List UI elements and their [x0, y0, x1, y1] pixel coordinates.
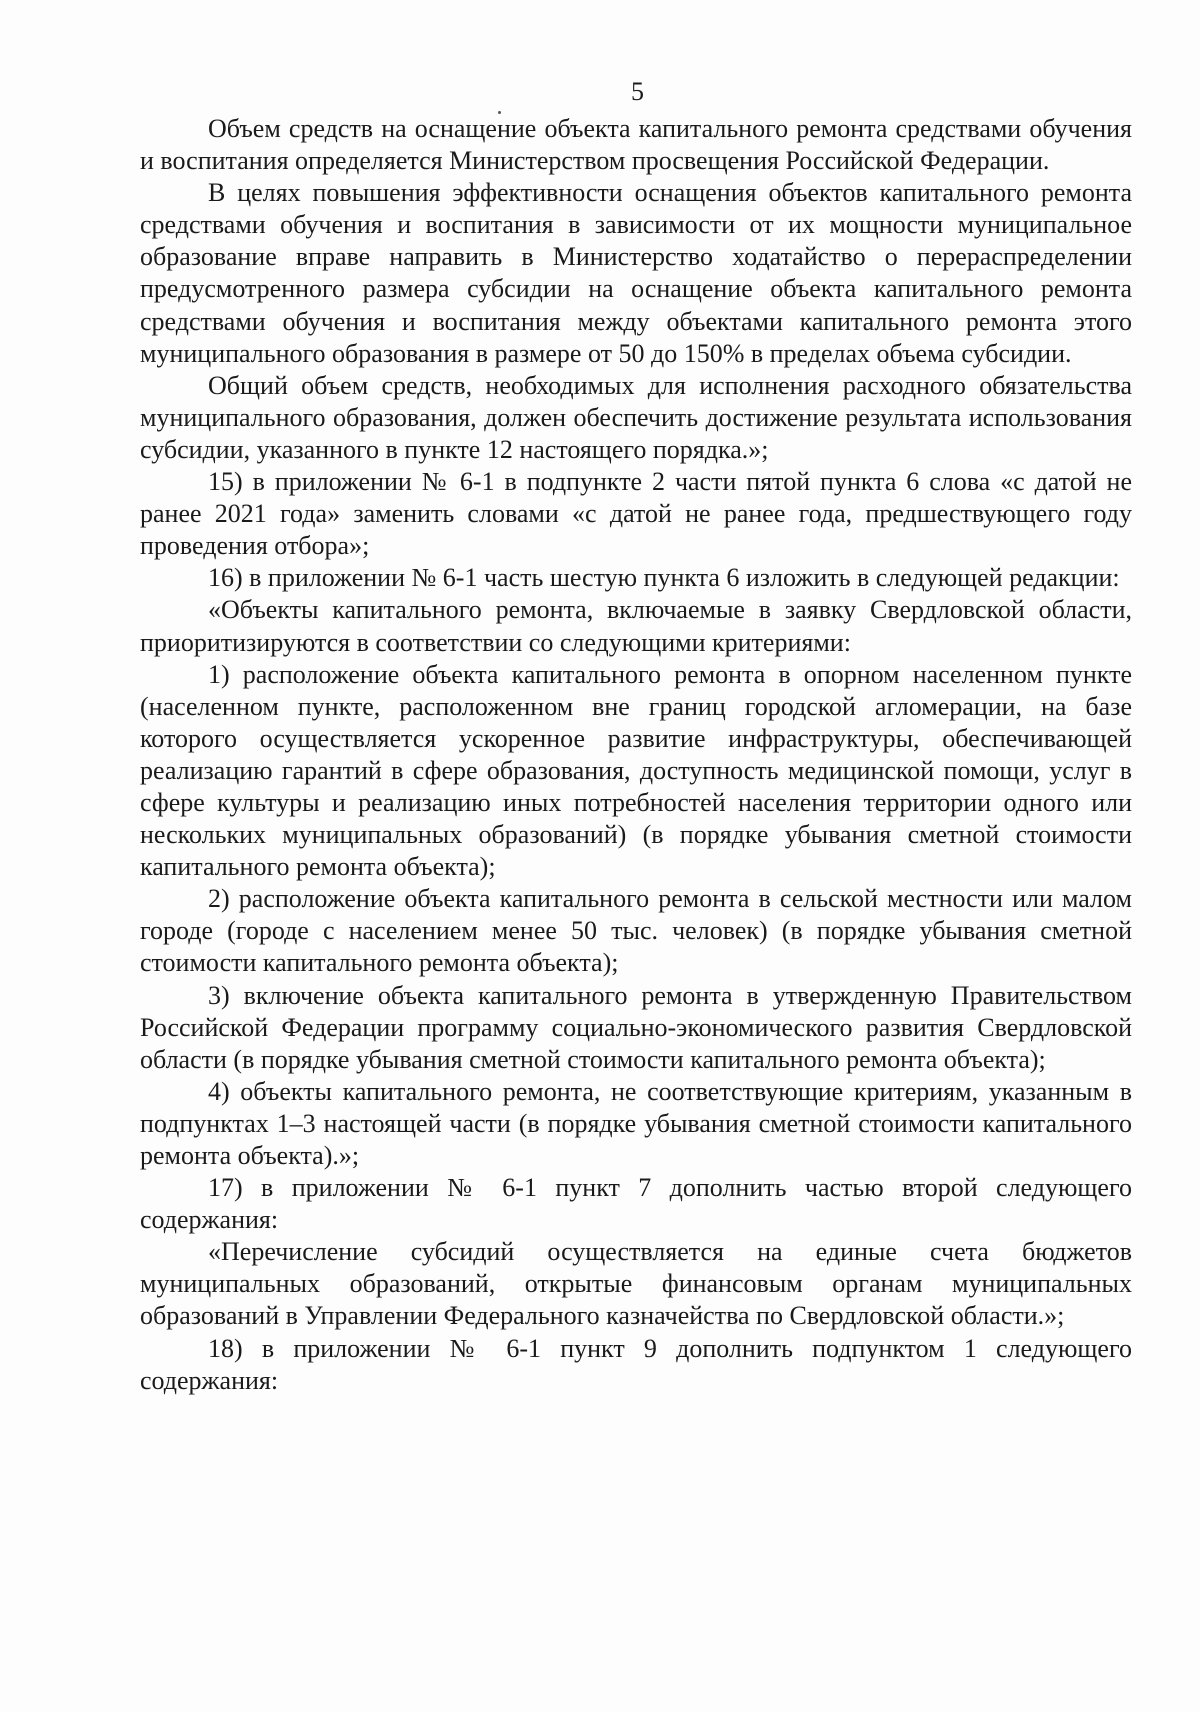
paragraph-total-volume: Общий объем средств, необходимых для исполнения расходного обязательства муниципального образования, должен обеспечить достижение результата использования субсидии, указанного в пункте 12 настоящего порядка.»;	[140, 370, 1132, 464]
paragraph-transfer: «Перечисление субсидий осуществляется на единые счета бюджетов муниципальных образований, открытые финансовым органам муниципальных образований в Управлении Федерального казначейства по Свердловской области.»;	[140, 1237, 1132, 1331]
paragraph-criterion-1: 1) расположение объекта капитального ремонта в опорном населенном пункте (населенном пункте, расположенном вне границ городской агломерации, на базе которого осуществляется ускоренное развитие инфраструктуры, обеспечивающей реализацию гарантий в сфере образования, доступность медицинской помощи, услуг в сфере культуры и реализацию иных потребностей населения территории одного или нескольких муниципальных образований) (в порядке убывания сметной стоимости капитального ремонта объекта);	[140, 659, 1132, 882]
paragraph-criterion-3: 3) включение объекта капитального ремонта в утвержденную Правительством Российской Федерации программу социально-экономического развития Свердловской области (в порядке убывания сметной стоимости капитального ремонта объекта);	[140, 980, 1132, 1074]
paragraph-equipment-funds: Объем средств на оснащение объекта капитального ремонта средствами обучения и воспитания определяется Министерством просвещения Российской Федерации.	[140, 114, 1132, 176]
page-number: 5	[631, 77, 644, 106]
document-body	[140, 113, 1132, 1397]
paragraph-item-15: 15) в приложении № 6-1 в подпункте 2 части пятой пункта 6 слова «с датой не ранее 2021 года» заменить словами «с датой не ранее года, предшествующего году проведения отбора»;	[140, 467, 1132, 561]
paragraph-criterion-4: 4) объекты капитального ремонта, не соответствующие критериям, указанным в подпунктах 1–3 настоящей части (в порядке убывания сметной стоимости капитального ремонта объекта).»;	[140, 1076, 1132, 1170]
paragraph-item-16: 16) в приложении № 6-1 часть шестую пункта 6 изложить в следующей редакции:	[208, 563, 1120, 593]
paragraph-item-18: 18) в приложении № 6-1 пункт 9 дополнить подпунктом 1 следующего содержания:	[140, 1333, 1132, 1395]
paragraph-criterion-2: 2) расположение объекта капитального ремонта в сельской местности или малом городе (городе с населением менее 50 тыс. человек) (в порядке убывания сметной стоимости капитального ремонта объекта);	[140, 884, 1132, 978]
paragraph-prioritization: «Объекты капитального ремонта, включаемые в заявку Свердловской области, приоритизируются в соответствии со следующими критериями:	[140, 595, 1132, 657]
paragraph-item-17: 17) в приложении № 6-1 пункт 7 дополнить частью второй следующего содержания:	[140, 1173, 1132, 1235]
paragraph-redistribution: В целях повышения эффективности оснащения объектов капитального ремонта средствами обучения и воспитания в зависимости от их мощности муниципальное образование вправе направить в Министерство ходатайство о перераспределении предусмотренного размера субсидии на оснащение объекта капитального ремонта средствами обучения и воспитания между объектами капитального ремонта этого муниципального образования в размере от 50 до 150% в пределах объема субсидии.	[140, 178, 1132, 368]
